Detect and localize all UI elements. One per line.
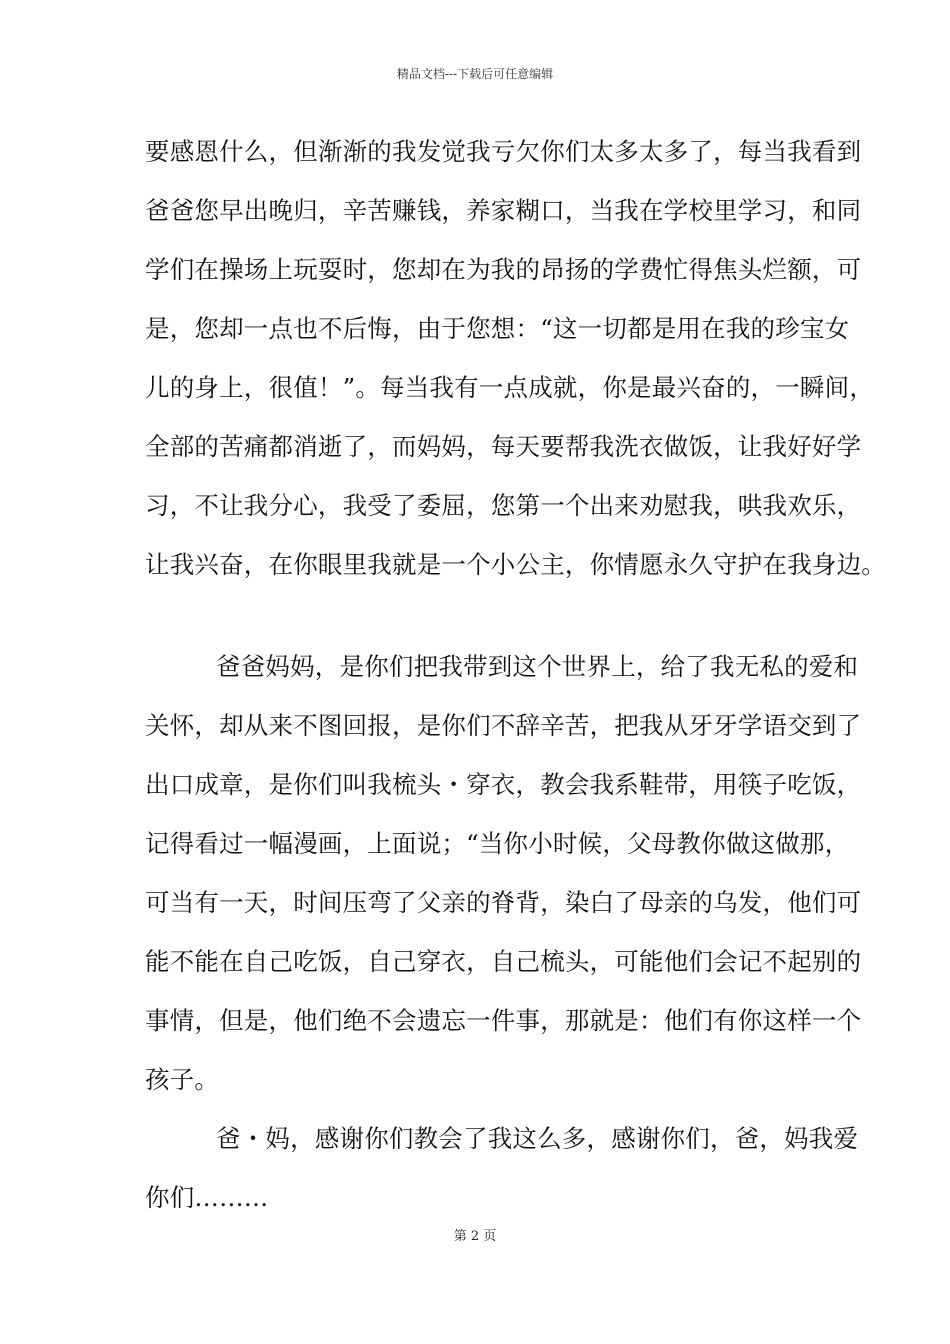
paragraph-2-line-8: 孩子。 [145,1065,220,1094]
paragraph-1-line-7: 习，不让我分心，我受了委屈，您第一个出来劝慰我，哄我欢乐， [145,491,862,520]
paragraph-3-line-1: 爸・妈，感谢你们教会了我这么多，感谢你们，爸，妈我爱 [216,1124,859,1153]
paragraph-1-line-1: 要感恩什么，但渐渐的我发觉我亏欠你们太多太多了，每当我看到 [145,137,862,166]
paragraph-1-line-3: 学们在操场上玩耍时，您却在为我的昂扬的学费忙得焦头烂额，可 [145,255,862,284]
paragraph-2-line-4: 记得看过一幅漫画，上面说；“当你小时候，父母教你做这做那， [145,829,850,858]
paragraph-1-line-5: 儿的身上，很值！”。每当我有一点成就，你是最兴奋的，一瞬间， [145,373,875,402]
paragraph-2-line-7: 事情，但是，他们绝不会遗忘一件事，那就是：他们有你这样一个 [145,1006,862,1035]
paragraph-3-line-2: 你们……… [145,1183,269,1212]
page-header: 精品文档---下载后可任意编辑 [396,67,554,81]
paragraph-2-line-2: 关怀，却从来不图回报，是你们不辞辛苦，把我从牙牙学语交到了 [145,711,862,740]
paragraph-2-line-3: 出口成章，是你们叫我梳头・穿衣，教会我系鞋带，用筷子吃饭， [145,770,862,799]
paragraph-2-line-1: 爸爸妈妈，是你们把我带到这个世界上，给了我无私的爱和 [216,652,859,681]
paragraph-1-line-4: 是，您却一点也不后悔，由于您想：“这一切都是用在我的珍宝女 [145,314,850,343]
paragraph-1-line-2: 爸爸您早出晚归，辛苦赚钱，养家糊口，当我在学校里学习，和同 [145,196,862,225]
page-number: 第 2 页 [453,1229,497,1244]
paragraph-2-line-6: 能不能在自己吃饭，自己穿衣，自己梳头，可能他们会记不起别的 [145,947,862,976]
paragraph-2-line-5: 可当有一天，时间压弯了父亲的脊背，染白了母亲的乌发，他们可 [145,888,862,917]
paragraph-1-line-6: 全部的苦痛都消逝了，而妈妈，每天要帮我洗衣做饭，让我好好学 [145,432,862,461]
paragraph-1-line-8: 让我兴奋，在你眼里我就是一个小公主，你情愿永久守护在我身边。 [145,550,886,579]
